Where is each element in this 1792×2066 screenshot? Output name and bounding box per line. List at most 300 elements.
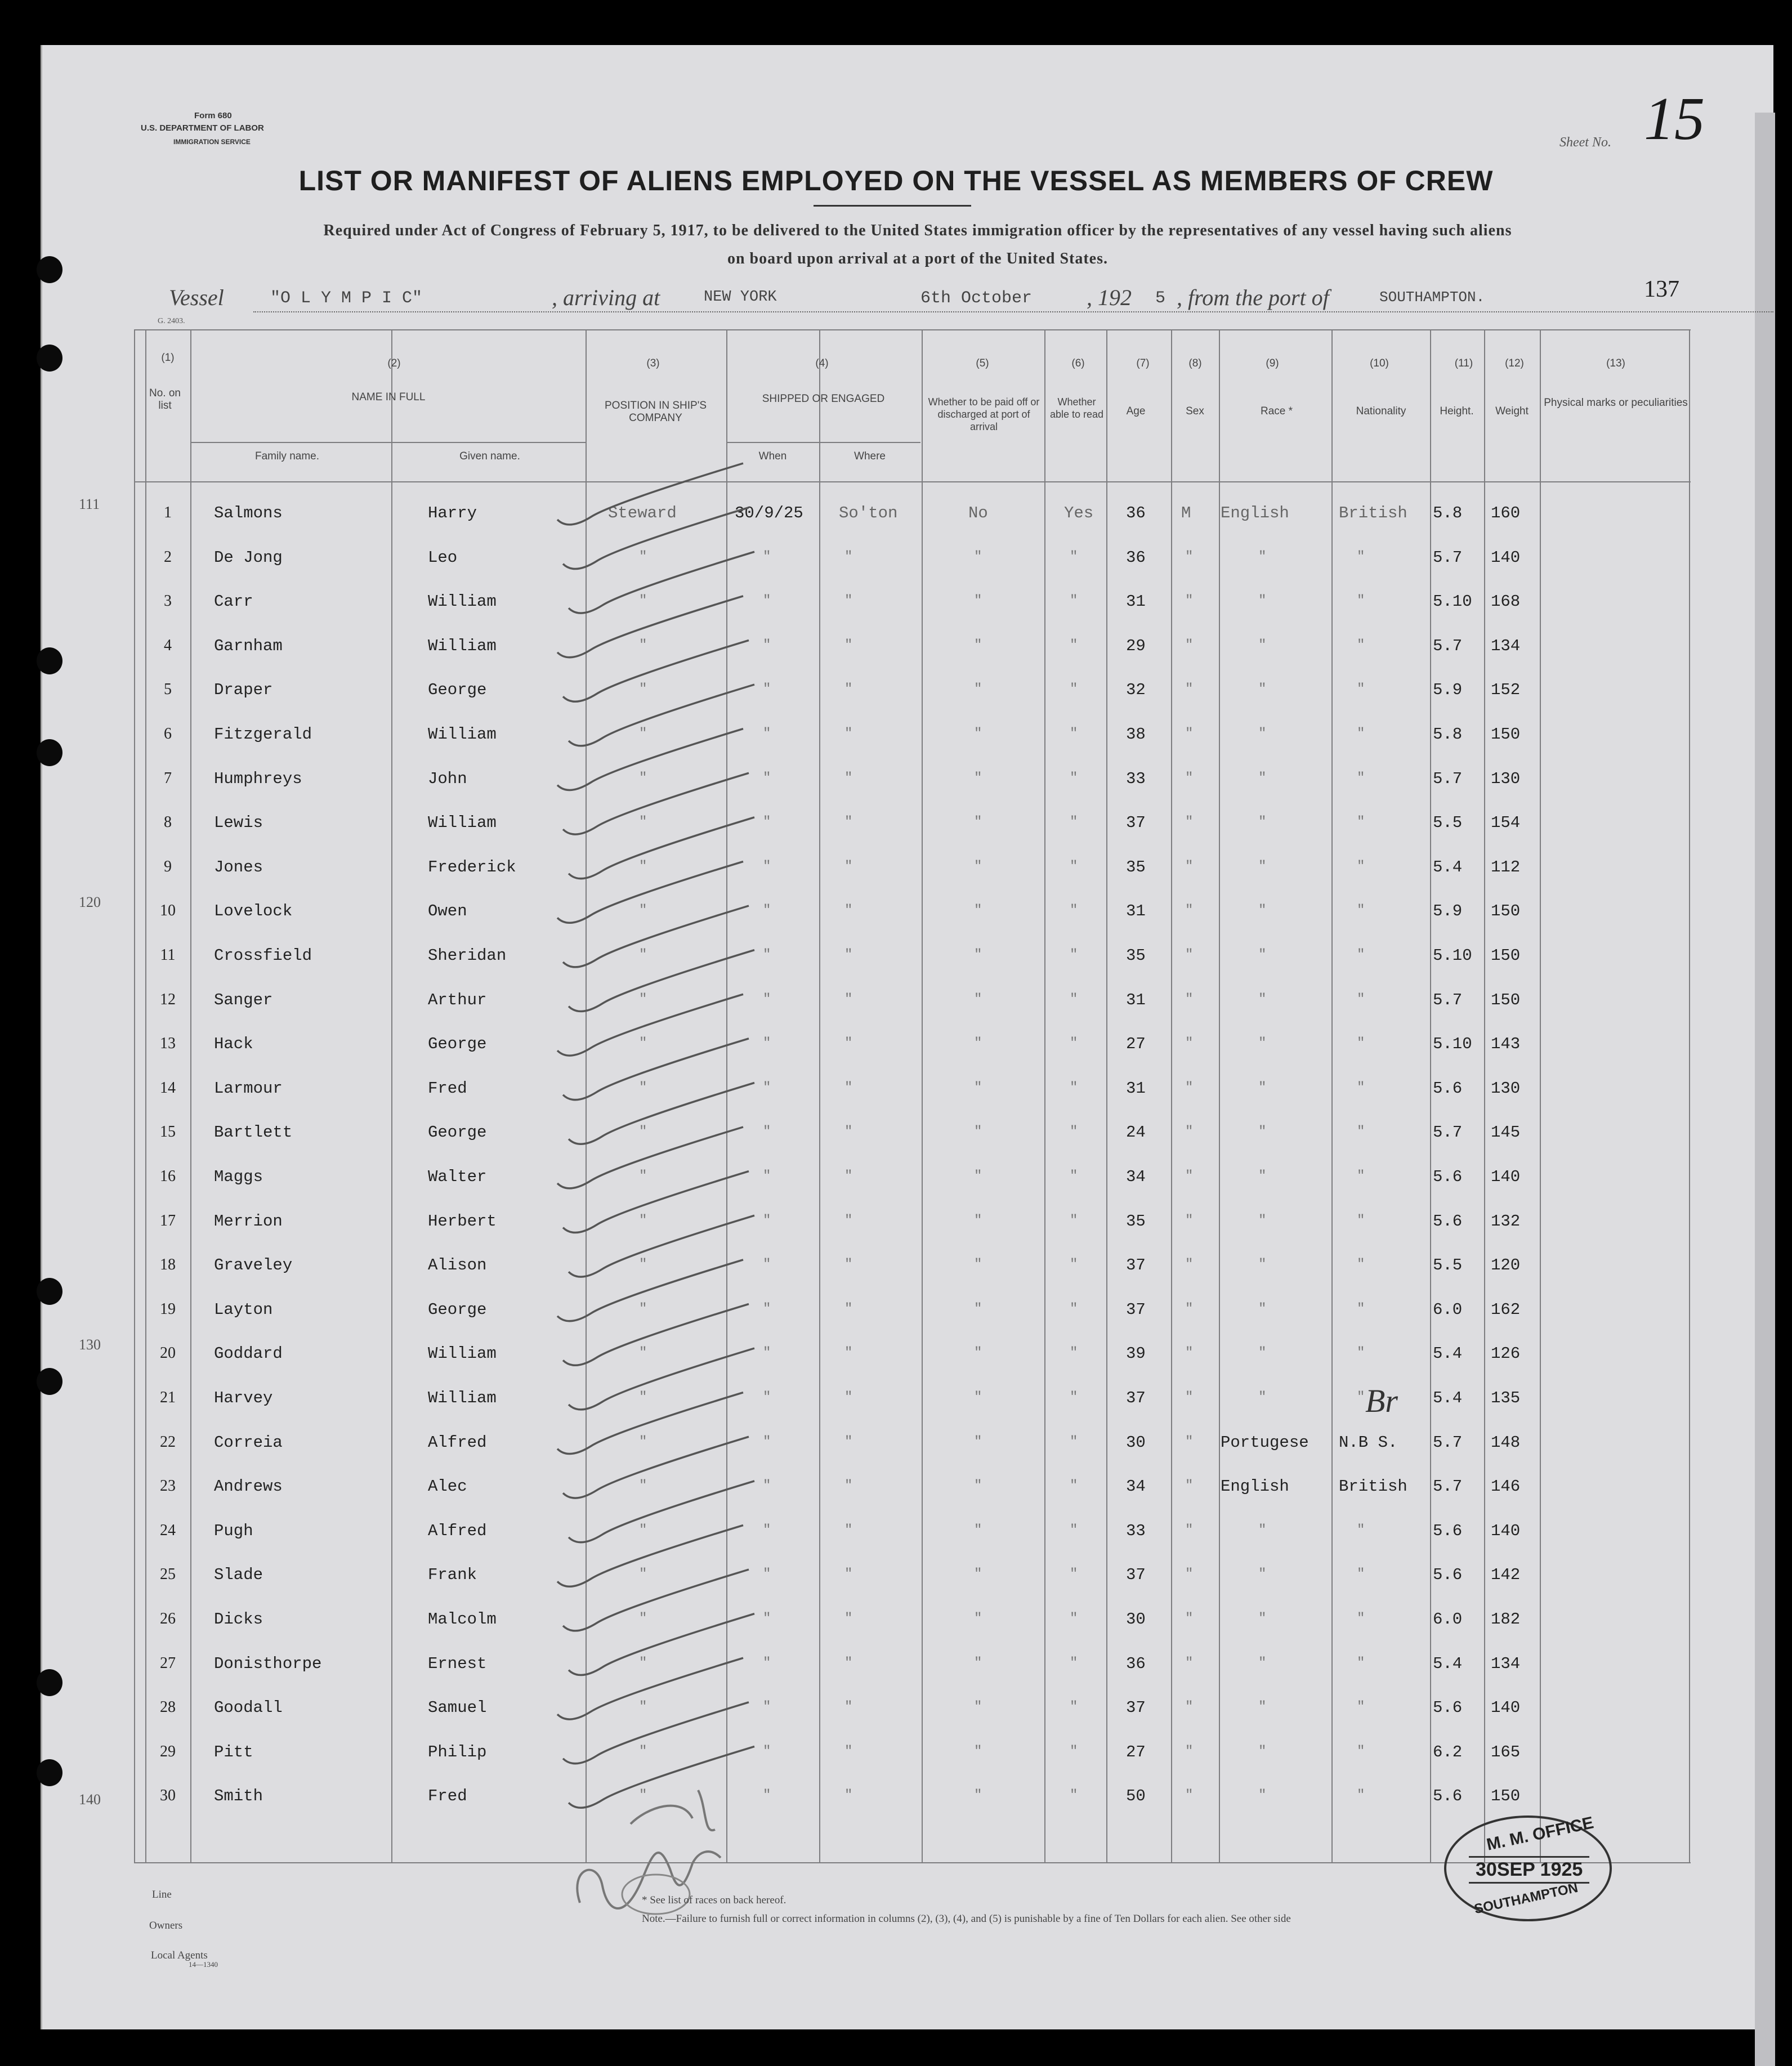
cell-read: " bbox=[1070, 1434, 1078, 1450]
cell-position: " bbox=[639, 1345, 647, 1361]
cell-given: William bbox=[428, 592, 497, 611]
cell-position: " bbox=[639, 815, 647, 830]
row-number: 1 bbox=[164, 504, 172, 521]
cell-nationality: " bbox=[1357, 903, 1365, 919]
cell-paid: " bbox=[974, 1700, 982, 1715]
cell-height: 5.6 bbox=[1433, 1168, 1463, 1186]
cell-where: " bbox=[844, 682, 853, 697]
row-number: 7 bbox=[164, 769, 172, 787]
row-number: 24 bbox=[160, 1521, 176, 1539]
cell-age: 35 bbox=[1126, 1211, 1146, 1231]
cell-weight: 132 bbox=[1491, 1211, 1521, 1231]
stamp-place: SOUTHAMPTON bbox=[1473, 1880, 1580, 1917]
cell-nationality: " bbox=[1357, 1743, 1365, 1759]
cell-race: " bbox=[1258, 1655, 1267, 1671]
cell-given: Alfred bbox=[428, 1521, 487, 1540]
cell-where: " bbox=[844, 1788, 853, 1804]
cell-age: 35 bbox=[1126, 946, 1146, 965]
cell-read: " bbox=[1070, 637, 1078, 653]
cell-read: " bbox=[1070, 1390, 1078, 1405]
cell-where: " bbox=[844, 637, 853, 653]
row-number: 21 bbox=[160, 1389, 176, 1406]
cell-position: " bbox=[639, 1655, 647, 1671]
cell-age: 31 bbox=[1126, 1079, 1146, 1098]
arriving-label: , arriving at bbox=[552, 285, 660, 310]
cell-read: " bbox=[1070, 1301, 1078, 1317]
cell-race: " bbox=[1258, 1301, 1267, 1317]
cell-when: " bbox=[763, 1301, 771, 1317]
col-num-3: (3) bbox=[646, 357, 660, 369]
header-paid-off: Whether to be paid off or discharged at port of arrival bbox=[928, 396, 1040, 432]
header-when: When bbox=[758, 450, 787, 462]
cell-weight: 182 bbox=[1491, 1610, 1521, 1629]
cell-height: 5.7 bbox=[1433, 1477, 1463, 1496]
cell-height: 5.6 bbox=[1433, 1787, 1463, 1806]
cell-height: 5.4 bbox=[1433, 1389, 1463, 1407]
cell-given: William bbox=[428, 636, 497, 655]
check-stroke bbox=[557, 991, 743, 1056]
cell-where: " bbox=[844, 815, 853, 830]
col-num-10: (10) bbox=[1370, 357, 1389, 369]
cell-family: Andrews bbox=[214, 1477, 283, 1496]
cell-when: " bbox=[763, 1080, 771, 1095]
cell-read: " bbox=[1070, 1567, 1078, 1582]
cell-race: " bbox=[1258, 1788, 1267, 1804]
check-stroke bbox=[557, 1393, 743, 1454]
cell-height: 5.8 bbox=[1433, 725, 1463, 744]
cell-read: " bbox=[1070, 1478, 1078, 1494]
cell-where: " bbox=[844, 1124, 853, 1140]
cell-weight: 146 bbox=[1491, 1477, 1521, 1496]
footer-note-penalty: Note.—Failure to furnish full or correct information in columns (2), (3), (4), and (5) is punishable by a fine of Ten Dollars for each alien. See other side bbox=[642, 1913, 1291, 1925]
cell-weight: 162 bbox=[1491, 1300, 1521, 1319]
cell-nationality: " bbox=[1357, 1124, 1365, 1140]
cell-family: Lovelock bbox=[214, 902, 293, 921]
cell-height: 5.10 bbox=[1433, 592, 1472, 611]
cell-position: " bbox=[639, 858, 647, 874]
cell-sex: " bbox=[1185, 1080, 1194, 1095]
cell-weight: 134 bbox=[1491, 1654, 1521, 1673]
footer-owners-label: Owners bbox=[149, 1920, 183, 1931]
cell-read: " bbox=[1070, 1788, 1078, 1804]
row-number: 22 bbox=[160, 1433, 176, 1451]
check-stroke bbox=[557, 858, 743, 923]
check-stroke bbox=[557, 1655, 743, 1719]
cell-sex: " bbox=[1185, 1301, 1194, 1317]
page-number: 137 bbox=[1644, 276, 1679, 302]
row-number: 15 bbox=[160, 1123, 176, 1141]
cell-sex: " bbox=[1185, 1434, 1194, 1450]
cell-position: " bbox=[639, 682, 647, 697]
cell-height: 5.7 bbox=[1433, 990, 1463, 1009]
arrival-port: NEW YORK bbox=[704, 289, 777, 306]
cell-family: Draper bbox=[214, 681, 273, 700]
row-number: 12 bbox=[160, 990, 176, 1008]
cell-position: " bbox=[639, 1478, 647, 1494]
cell-race: " bbox=[1258, 549, 1267, 565]
cell-family: Hack bbox=[214, 1035, 253, 1054]
cell-weight: 134 bbox=[1491, 636, 1521, 655]
cell-race: " bbox=[1258, 1700, 1267, 1715]
cell-weight: 140 bbox=[1491, 1521, 1521, 1540]
cell-read: " bbox=[1070, 1169, 1078, 1184]
col-num-9: (9) bbox=[1266, 357, 1279, 369]
cell-paid: " bbox=[974, 1124, 982, 1140]
cell-paid: " bbox=[974, 1080, 982, 1095]
cell-age: 31 bbox=[1126, 902, 1146, 921]
cell-paid: " bbox=[974, 1743, 982, 1759]
cell-read: " bbox=[1070, 1522, 1078, 1538]
cell-height: 5.6 bbox=[1433, 1566, 1463, 1585]
row-number: 20 bbox=[160, 1344, 176, 1362]
cell-family: Merrion bbox=[214, 1211, 283, 1231]
vessel-label: Vessel bbox=[169, 285, 224, 310]
office-stamp bbox=[1444, 1815, 1612, 1921]
row-number: 4 bbox=[164, 636, 172, 654]
cell-where: " bbox=[844, 1743, 853, 1759]
row-number: 8 bbox=[164, 813, 172, 831]
cell-read: " bbox=[1070, 1257, 1078, 1273]
cell-where: " bbox=[844, 1390, 853, 1405]
check-stroke bbox=[557, 729, 743, 790]
cell-given: Sheridan bbox=[428, 946, 507, 965]
cell-when: " bbox=[763, 1169, 771, 1184]
cell-sex: " bbox=[1185, 726, 1194, 741]
cell-nationality: " bbox=[1357, 947, 1365, 963]
cell-family: Jones bbox=[214, 857, 263, 877]
cell-paid: " bbox=[974, 991, 982, 1007]
cell-position: " bbox=[639, 1743, 647, 1759]
cell-family: Graveley bbox=[214, 1256, 293, 1275]
cell-read: " bbox=[1070, 1213, 1078, 1228]
cell-where: " bbox=[844, 593, 853, 609]
cell-weight: 140 bbox=[1491, 1168, 1521, 1186]
cell-when: " bbox=[763, 1567, 771, 1582]
cell-when: " bbox=[763, 947, 771, 963]
cell-race: " bbox=[1258, 1213, 1267, 1228]
cell-sex: " bbox=[1185, 815, 1194, 830]
row-number: 2 bbox=[164, 548, 172, 566]
header-physical-marks: Physical marks or peculiarities bbox=[1544, 397, 1688, 409]
col-num-1: (1) bbox=[161, 352, 175, 364]
service-label: IMMIGRATION SERVICE bbox=[173, 138, 251, 146]
cell-position: " bbox=[639, 1213, 647, 1228]
nationality-correction: Br bbox=[1365, 1383, 1398, 1419]
cell-race: English bbox=[1221, 504, 1289, 522]
cell-when: " bbox=[763, 1655, 771, 1671]
cell-when: " bbox=[763, 1345, 771, 1361]
cell-race: " bbox=[1258, 682, 1267, 697]
cell-when: " bbox=[763, 1743, 771, 1759]
cell-read: " bbox=[1070, 593, 1078, 609]
cell-sex: " bbox=[1185, 1743, 1194, 1759]
form-code: G. 2403. bbox=[158, 317, 185, 325]
cell-age: 32 bbox=[1126, 681, 1146, 700]
cell-when: " bbox=[763, 1700, 771, 1715]
cell-age: 37 bbox=[1126, 1256, 1146, 1275]
cell-race: " bbox=[1258, 1257, 1267, 1273]
stamp-office: M. M. OFFICE bbox=[1485, 1813, 1596, 1854]
cell-height: 6.0 bbox=[1433, 1300, 1463, 1319]
requirement-line-1: Required under Act of Congress of February 5, 1917, to be delivered to the United States immigration officer by the representatives of any vessel having such aliens bbox=[323, 222, 1512, 239]
cell-nationality: " bbox=[1357, 858, 1365, 874]
cell-age: 39 bbox=[1126, 1344, 1146, 1363]
cell-race: " bbox=[1258, 770, 1267, 786]
cell-family: De Jong bbox=[214, 548, 283, 567]
row-number: 26 bbox=[160, 1610, 176, 1627]
vessel-name: "O L Y M P I C" bbox=[270, 289, 423, 308]
cell-position: " bbox=[639, 1124, 647, 1140]
cell-sex: " bbox=[1185, 1213, 1194, 1228]
cell-family: Garnham bbox=[214, 636, 283, 655]
cell-family: Layton bbox=[214, 1300, 273, 1319]
cell-where: " bbox=[844, 1478, 853, 1494]
cell-height: 5.10 bbox=[1433, 1035, 1472, 1054]
cell-weight: 135 bbox=[1491, 1389, 1521, 1407]
cell-family: Humphreys bbox=[214, 769, 302, 788]
cell-race: " bbox=[1258, 726, 1267, 741]
cell-family: Pugh bbox=[214, 1521, 253, 1540]
cell-paid: " bbox=[974, 815, 982, 830]
cell-read: " bbox=[1070, 1655, 1078, 1671]
cell-given: Malcolm bbox=[428, 1610, 497, 1629]
header-no-on-list: No. on list bbox=[149, 387, 181, 412]
form-number: Form 680 bbox=[194, 111, 232, 120]
cell-where: " bbox=[844, 1080, 853, 1095]
cell-weight: 142 bbox=[1491, 1566, 1521, 1585]
cell-paid: " bbox=[974, 1390, 982, 1405]
cell-position: " bbox=[639, 1567, 647, 1582]
header-age: Age bbox=[1126, 405, 1146, 417]
cell-position: " bbox=[639, 903, 647, 919]
cell-age: 36 bbox=[1126, 504, 1146, 522]
cell-height: 5.7 bbox=[1433, 636, 1463, 655]
cell-paid: " bbox=[974, 903, 982, 919]
cell-sex: " bbox=[1185, 1700, 1194, 1715]
cell-sex: " bbox=[1185, 682, 1194, 697]
col-num-11: (11) bbox=[1454, 357, 1473, 369]
cell-where: " bbox=[844, 1257, 853, 1273]
cell-sex: " bbox=[1185, 1478, 1194, 1494]
cell-position: " bbox=[639, 593, 647, 609]
cell-age: 33 bbox=[1126, 769, 1146, 788]
cell-when: " bbox=[763, 1036, 771, 1052]
cell-where: " bbox=[844, 991, 853, 1007]
cell-when: " bbox=[763, 1788, 771, 1804]
cell-race: " bbox=[1258, 1743, 1267, 1759]
stamp-date: 30SEP 1925 bbox=[1469, 1856, 1589, 1884]
cell-height: 5.7 bbox=[1433, 1433, 1463, 1452]
cell-when: 30/9/25 bbox=[735, 504, 803, 522]
cell-sex: " bbox=[1185, 1522, 1194, 1538]
header-able-to-read: Whether able to read bbox=[1049, 396, 1104, 420]
cell-given: George bbox=[428, 681, 487, 700]
cell-paid: " bbox=[974, 637, 982, 653]
row-number: 18 bbox=[160, 1256, 176, 1274]
cell-given: George bbox=[428, 1123, 487, 1142]
cell-age: 37 bbox=[1126, 1300, 1146, 1319]
cell-race: Portugese bbox=[1221, 1433, 1309, 1452]
check-stroke bbox=[557, 596, 743, 658]
cell-family: Carr bbox=[214, 592, 253, 611]
cell-nationality: " bbox=[1357, 1080, 1365, 1095]
cell-nationality: " bbox=[1357, 1257, 1365, 1273]
cell-family: Dicks bbox=[214, 1610, 263, 1629]
cell-sex: " bbox=[1185, 1611, 1194, 1626]
cell-where: " bbox=[844, 1036, 853, 1052]
cell-given: William bbox=[428, 1344, 497, 1363]
departure-port: SOUTHAMPTON. bbox=[1379, 289, 1485, 306]
cell-nationality: " bbox=[1357, 682, 1365, 697]
cell-family: Goodall bbox=[214, 1698, 283, 1718]
check-stroke bbox=[557, 463, 743, 525]
cell-paid: " bbox=[974, 1478, 982, 1494]
check-stroke bbox=[557, 1127, 743, 1188]
cell-age: 30 bbox=[1126, 1433, 1146, 1452]
cell-weight: 130 bbox=[1491, 769, 1521, 788]
cell-paid: " bbox=[974, 858, 982, 874]
margin-number: 130 bbox=[79, 1336, 101, 1353]
check-stroke bbox=[557, 1522, 743, 1586]
cell-position: " bbox=[639, 1301, 647, 1317]
cell-height: 5.4 bbox=[1433, 1344, 1463, 1363]
cell-nationality: " bbox=[1357, 593, 1365, 609]
cell-read: " bbox=[1070, 770, 1078, 786]
row-number: 5 bbox=[164, 681, 172, 699]
row-number: 27 bbox=[160, 1654, 176, 1672]
cell-family: Salmons bbox=[214, 504, 283, 522]
cell-given: Alison bbox=[428, 1256, 487, 1275]
cell-given: William bbox=[428, 725, 497, 744]
cell-race: " bbox=[1258, 637, 1267, 653]
cell-paid: " bbox=[974, 1301, 982, 1317]
cell-sex: M bbox=[1181, 504, 1191, 522]
col-num-6: (6) bbox=[1071, 357, 1085, 369]
cell-height: 5.5 bbox=[1433, 1256, 1463, 1275]
cell-weight: 150 bbox=[1491, 725, 1521, 744]
row-number: 11 bbox=[160, 946, 176, 964]
cell-weight: 126 bbox=[1491, 1344, 1521, 1363]
cell-when: " bbox=[763, 1213, 771, 1228]
cell-nationality: " bbox=[1357, 1655, 1365, 1671]
cell-where: " bbox=[844, 1345, 853, 1361]
cell-read: " bbox=[1070, 1345, 1078, 1361]
cell-weight: 112 bbox=[1491, 857, 1521, 877]
cell-nationality: " bbox=[1357, 1213, 1365, 1228]
cell-given: Harry bbox=[428, 504, 477, 522]
row-number: 30 bbox=[160, 1787, 176, 1805]
cell-read: " bbox=[1070, 815, 1078, 830]
cell-nationality: " bbox=[1357, 1036, 1365, 1052]
cell-height: 5.7 bbox=[1433, 769, 1463, 788]
cell-weight: 140 bbox=[1491, 548, 1521, 567]
row-number: 3 bbox=[164, 592, 172, 610]
cell-paid: " bbox=[974, 593, 982, 609]
cell-race: " bbox=[1258, 858, 1267, 874]
cell-nationality: " bbox=[1357, 1567, 1365, 1582]
row-number: 10 bbox=[160, 902, 176, 920]
cell-race: " bbox=[1258, 593, 1267, 609]
cell-position: " bbox=[639, 947, 647, 963]
footer-note-races: * See list of races on back hereof. bbox=[642, 1894, 786, 1906]
cell-read: " bbox=[1070, 1743, 1078, 1759]
cell-height: 5.6 bbox=[1433, 1211, 1463, 1231]
margin-number: 111 bbox=[79, 496, 100, 512]
cell-when: " bbox=[763, 637, 771, 653]
row-number: 23 bbox=[160, 1477, 176, 1495]
cell-weight: 143 bbox=[1491, 1035, 1521, 1054]
cell-paid: " bbox=[974, 770, 982, 786]
header-sex: Sex bbox=[1186, 405, 1204, 417]
cell-height: 5.9 bbox=[1433, 902, 1463, 921]
cell-family: Fitzgerald bbox=[214, 725, 312, 744]
row-number: 16 bbox=[160, 1168, 176, 1185]
cell-given: William bbox=[428, 1389, 497, 1407]
col-num-5: (5) bbox=[976, 357, 989, 369]
cell-age: 24 bbox=[1126, 1123, 1146, 1142]
cell-read: " bbox=[1070, 903, 1078, 919]
cell-position: " bbox=[639, 1434, 647, 1450]
cell-age: 37 bbox=[1126, 1698, 1146, 1718]
margin-number: 120 bbox=[79, 894, 101, 911]
cell-read: " bbox=[1070, 858, 1078, 874]
cell-position: " bbox=[639, 637, 647, 653]
cell-nationality: " bbox=[1357, 1788, 1365, 1804]
cell-paid: " bbox=[974, 1655, 982, 1671]
cell-race: " bbox=[1258, 1124, 1267, 1140]
cell-nationality: " bbox=[1357, 1390, 1365, 1405]
cell-sex: " bbox=[1185, 1036, 1194, 1052]
cell-age: 29 bbox=[1126, 636, 1146, 655]
cell-where: " bbox=[844, 1169, 853, 1184]
cell-where: " bbox=[844, 1700, 853, 1715]
cell-position: " bbox=[639, 1257, 647, 1273]
cell-read: " bbox=[1070, 682, 1078, 697]
cell-given: Ernest bbox=[428, 1654, 487, 1673]
cell-weight: 160 bbox=[1491, 504, 1521, 522]
cell-where: " bbox=[844, 1611, 853, 1626]
cell-paid: " bbox=[974, 1567, 982, 1582]
cell-family: Sanger bbox=[214, 990, 273, 1009]
cell-sex: " bbox=[1185, 637, 1194, 653]
cell-weight: 130 bbox=[1491, 1079, 1521, 1098]
cell-race: " bbox=[1258, 1567, 1267, 1582]
cell-nationality: " bbox=[1357, 1169, 1365, 1184]
cell-race: " bbox=[1258, 947, 1267, 963]
cell-race: " bbox=[1258, 1522, 1267, 1538]
cell-when: " bbox=[763, 593, 771, 609]
cell-when: " bbox=[763, 1257, 771, 1273]
cell-sex: " bbox=[1185, 947, 1194, 963]
cell-position: " bbox=[639, 770, 647, 786]
header-where: Where bbox=[854, 450, 886, 462]
cell-when: " bbox=[763, 770, 771, 786]
cell-weight: 165 bbox=[1491, 1742, 1521, 1761]
cell-where: " bbox=[844, 1522, 853, 1538]
cell-age: 37 bbox=[1126, 1389, 1146, 1407]
cell-height: 5.9 bbox=[1433, 681, 1463, 700]
cell-family: Slade bbox=[214, 1566, 263, 1585]
cell-when: " bbox=[763, 1390, 771, 1405]
col-num-4: (4) bbox=[815, 357, 829, 369]
cell-nationality: " bbox=[1357, 1345, 1365, 1361]
cell-age: 33 bbox=[1126, 1521, 1146, 1540]
cell-paid: " bbox=[974, 1036, 982, 1052]
cell-sex: " bbox=[1185, 593, 1194, 609]
cell-race: " bbox=[1258, 1080, 1267, 1095]
cell-given: Philip bbox=[428, 1742, 487, 1761]
row-number: 19 bbox=[160, 1300, 176, 1318]
